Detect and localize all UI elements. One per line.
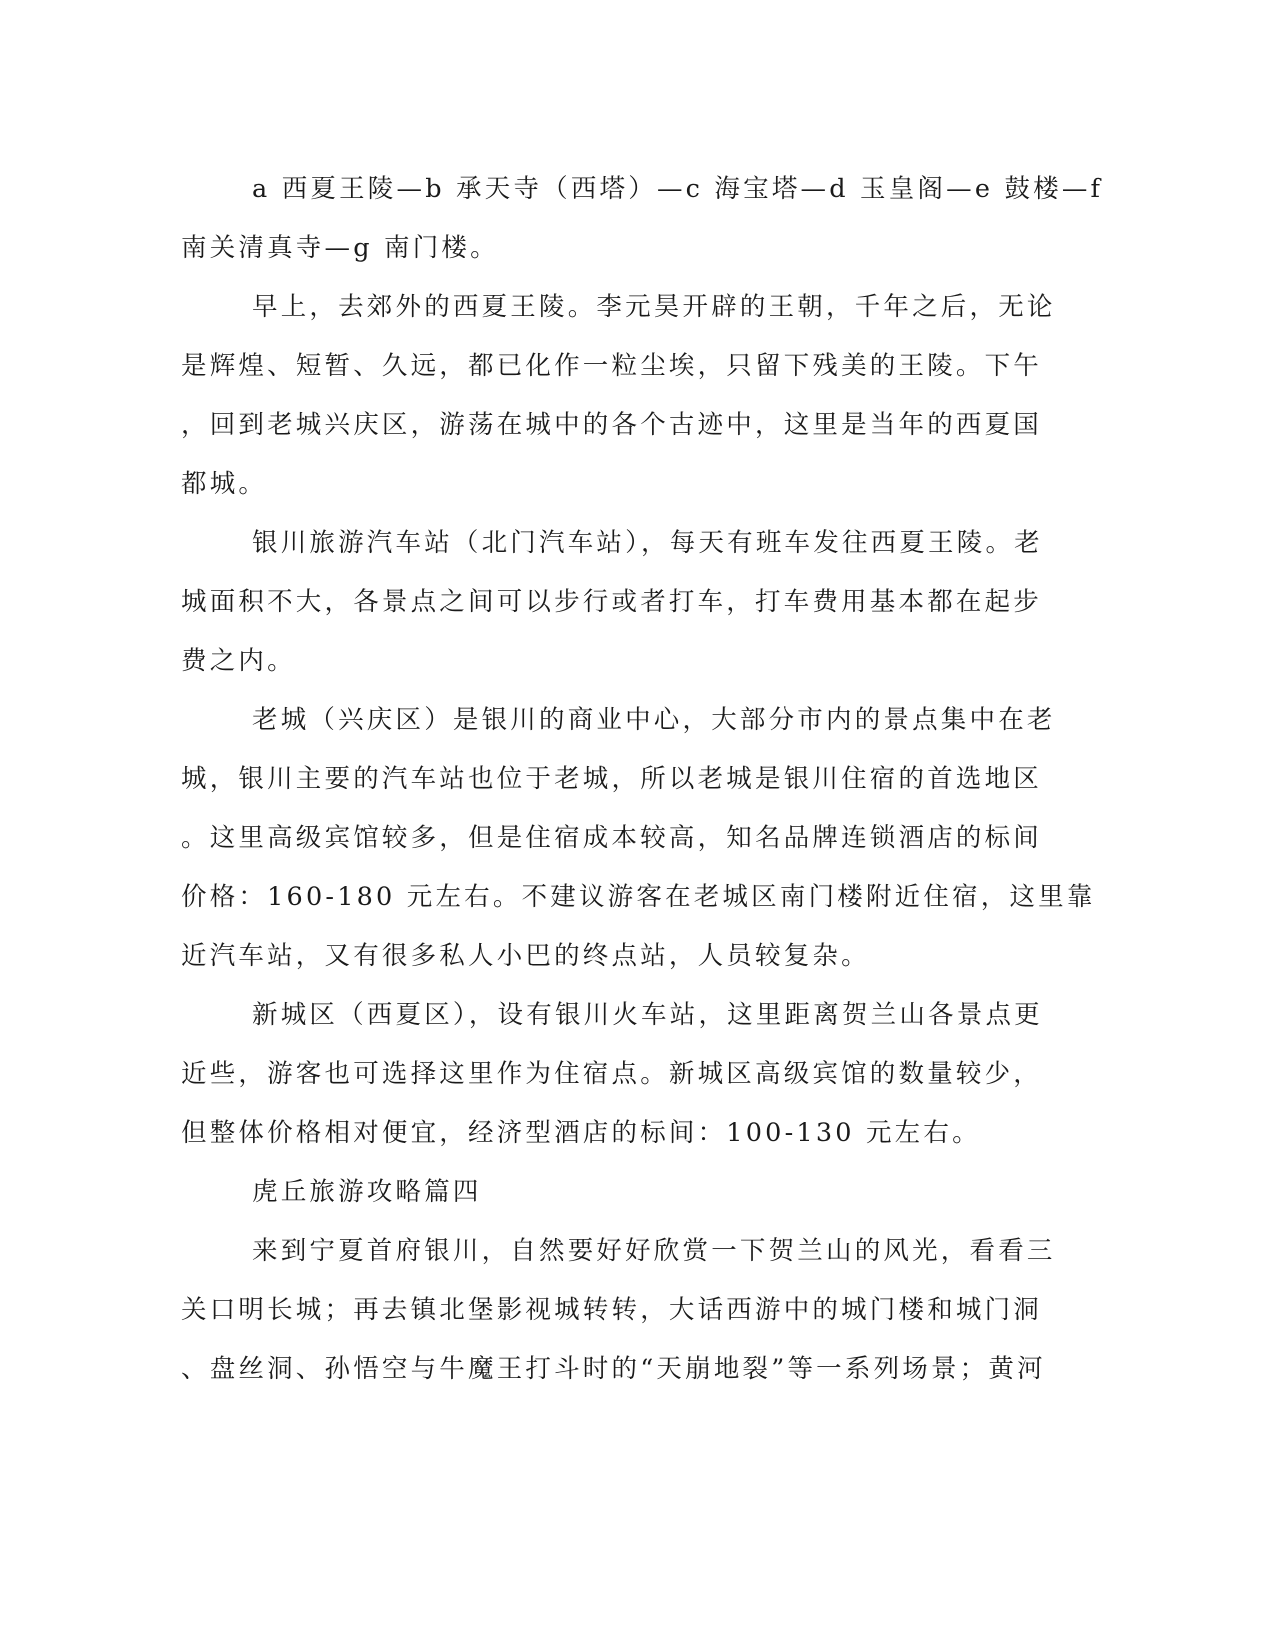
text-line: 关口明长城；再去镇北堡影视城转转，大话西游中的城门楼和城门洞 (181, 1295, 1043, 1325)
text-line: 。这里高级宾馆较多，但是住宿成本较高，知名品牌连锁酒店的标间 (181, 823, 1043, 853)
text-line: ，回到老城兴庆区，游荡在城中的各个古迹中，这里是当年的西夏国 (181, 410, 1043, 440)
text-line: 都城。 (181, 469, 268, 499)
text-line: 银川旅游汽车站（北门汽车站），每天有班车发往西夏王陵。老 (252, 528, 1043, 558)
text-line: 价格：160-180 元左右。不建议游客在老城区南门楼附近住宿，这里靠 (181, 882, 1096, 912)
text-line: 来到宁夏首府银川，自然要好好欣赏一下贺兰山的风光，看看三 (252, 1236, 1056, 1266)
text-line: 老城（兴庆区）是银川的商业中心，大部分市内的景点集中在老 (252, 705, 1056, 735)
text-line: 近些，游客也可选择这里作为住宿点。新城区高级宾馆的数量较少， (181, 1059, 1043, 1089)
text-line: 近汽车站，又有很多私人小巴的终点站，人员较复杂。 (181, 941, 870, 971)
text-line: 是辉煌、短暂、久远，都已化作一粒尘埃，只留下残美的王陵。下午 (181, 351, 1043, 381)
text-line: 、盘丝洞、孙悟空与牛魔王打斗时的“天崩地裂”等一系列场景；黄河 (181, 1354, 1046, 1384)
section-heading: 虎丘旅游攻略篇四 (252, 1177, 482, 1207)
text-line: 费之内。 (181, 646, 296, 676)
text-line: 城面积不大，各景点之间可以步行或者打车，打车费用基本都在起步 (181, 587, 1043, 617)
text-line: 新城区（西夏区），设有银川火车站，这里距离贺兰山各景点更 (252, 1000, 1043, 1030)
text-line: 早上，去郊外的西夏王陵。李元昊开辟的王朝，千年之后，无论 (252, 292, 1056, 322)
text-line: a 西夏王陵—b 承天寺（西塔）—c 海宝塔—d 玉皇阁—e 鼓楼—f (252, 174, 1104, 204)
text-line: 城，银川主要的汽车站也位于老城，所以老城是银川住宿的首选地区 (181, 764, 1043, 794)
text-line: 但整体价格相对便宜，经济型酒店的标间：100-130 元左右。 (181, 1118, 981, 1148)
text-line: 南关清真寺—g 南门楼。 (181, 233, 499, 263)
document-body (181, 160, 1104, 1399)
